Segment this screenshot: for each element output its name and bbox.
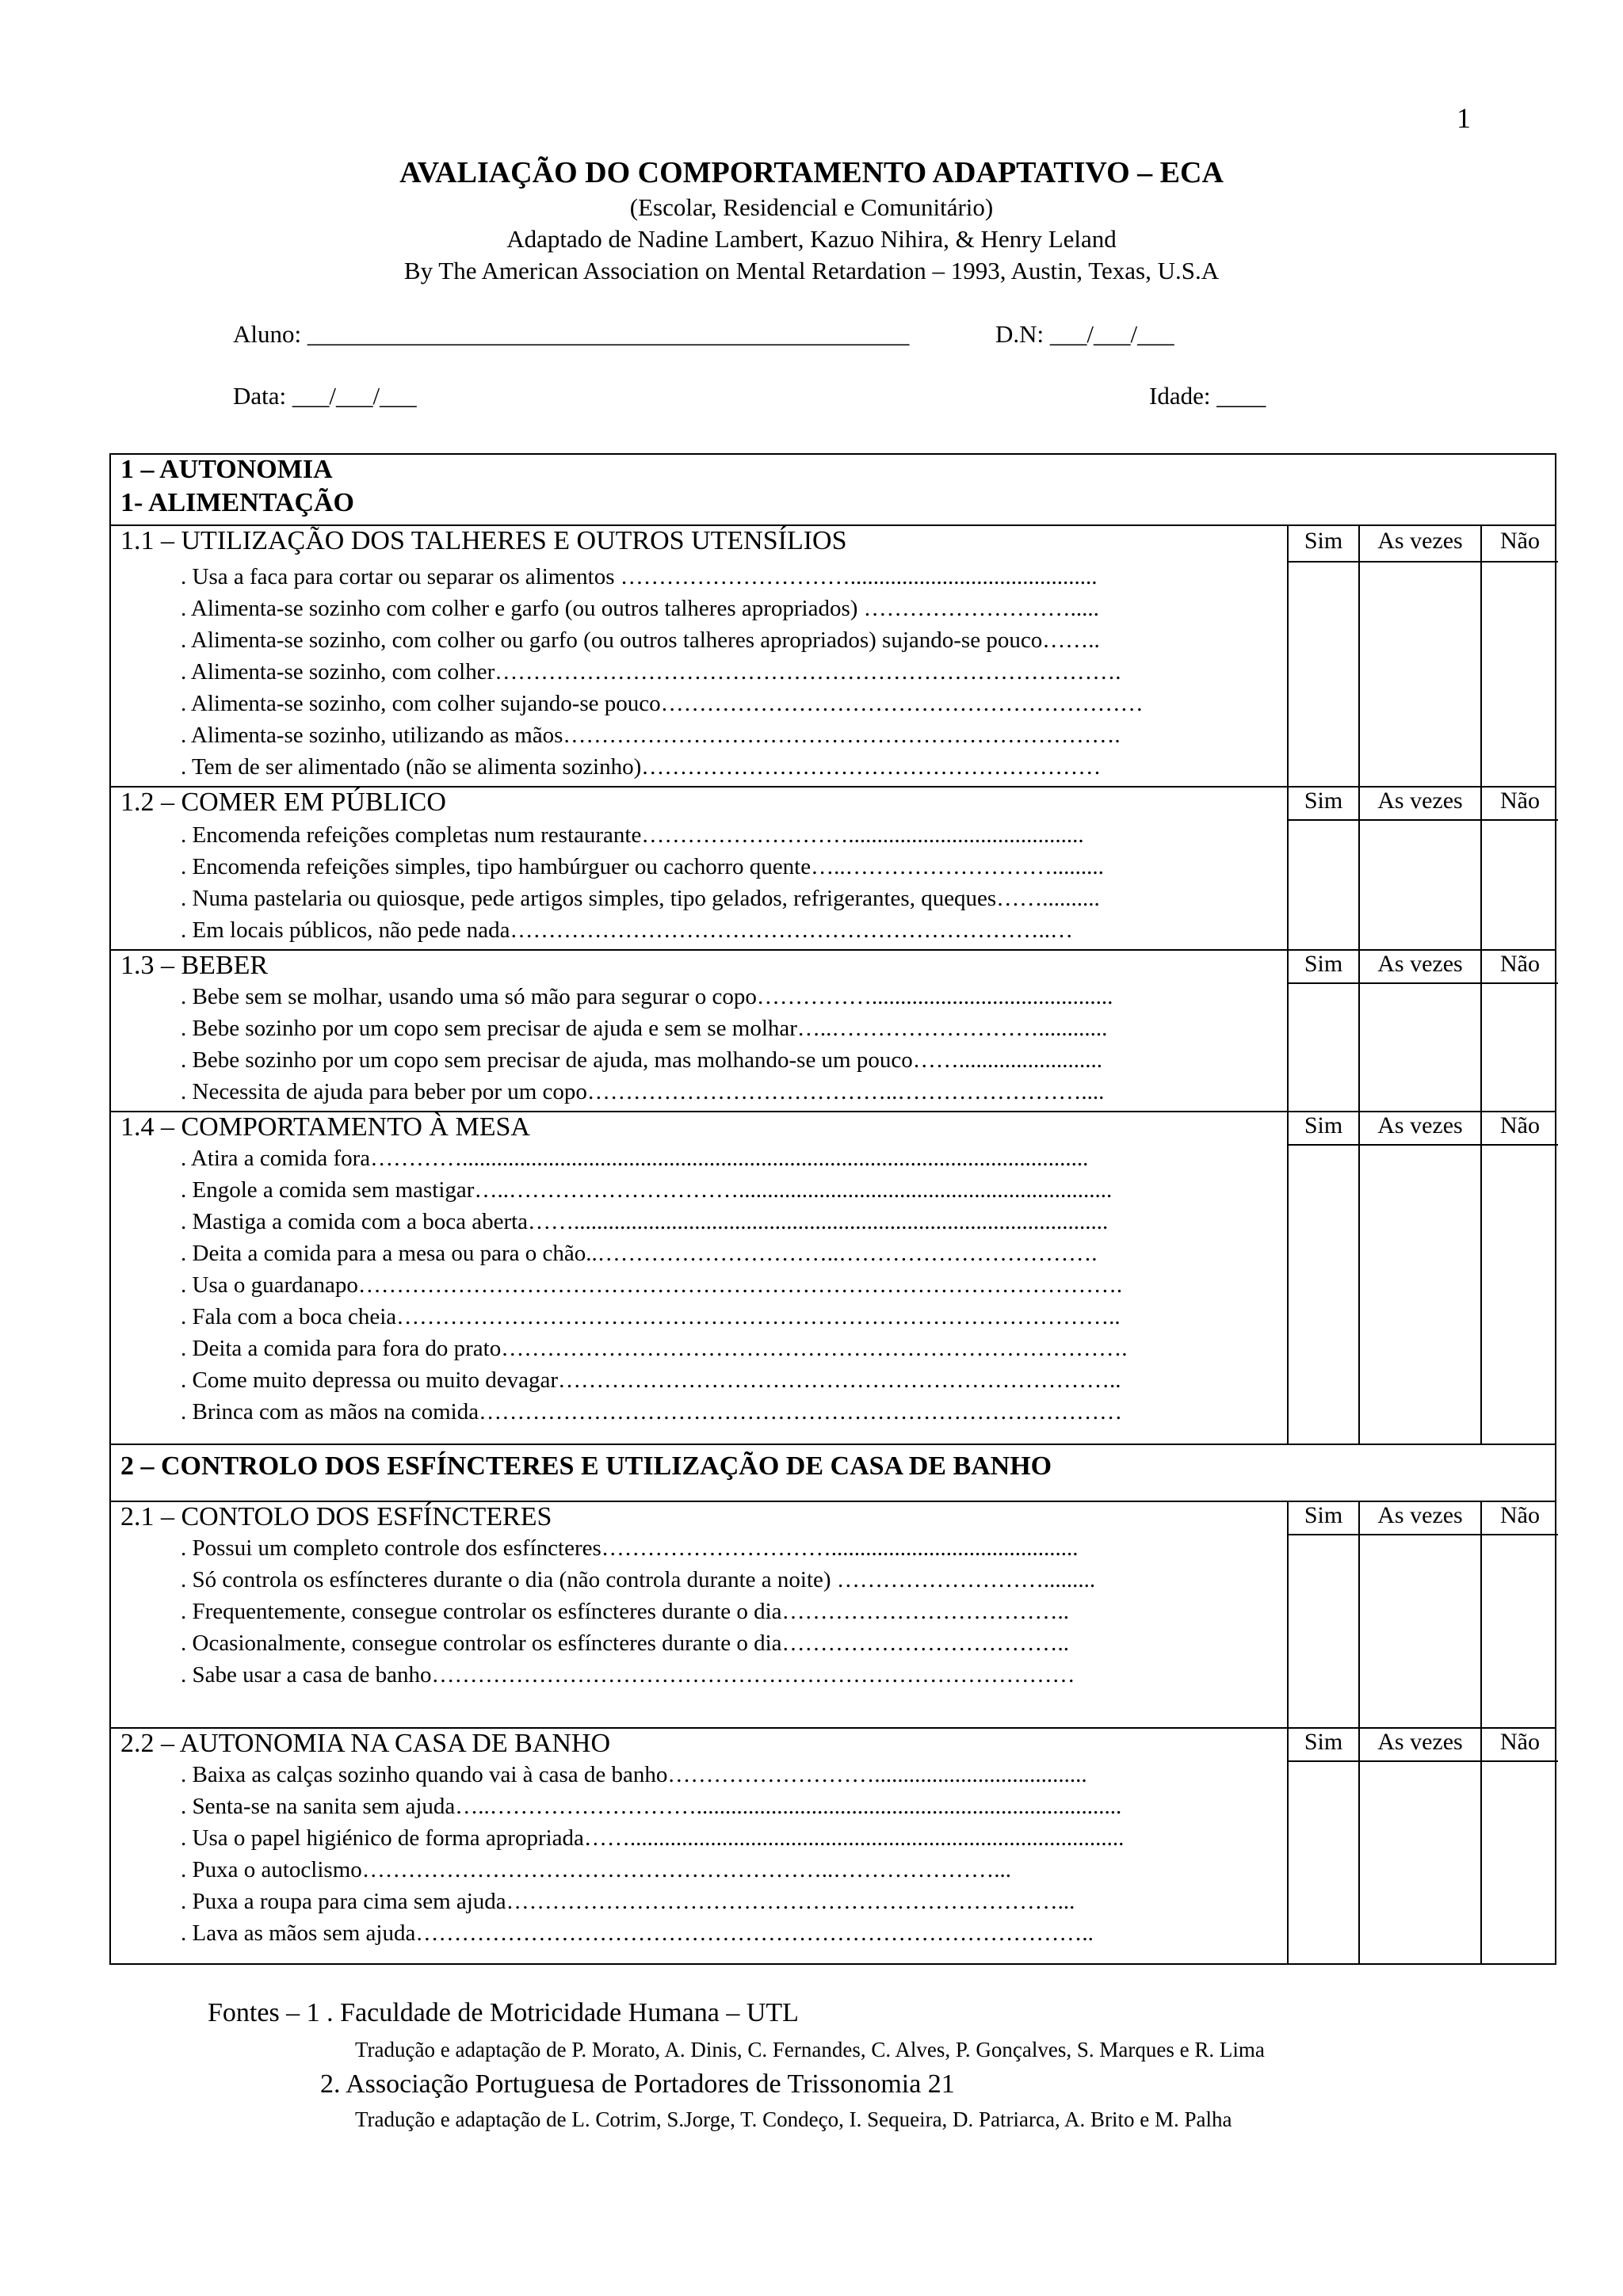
column-divider bbox=[1480, 1727, 1482, 1963]
item: . Encomenda refeições simples, tipo hambúrguer ou cachorro quente…..………………………......... bbox=[181, 854, 1104, 879]
group-2-1-title: 2.1 – CONTOLO DOS ESFÍNCTERES bbox=[120, 1502, 552, 1531]
item: . Engole a comida sem mastigar…..…………………………................................................................. bbox=[181, 1177, 1113, 1203]
column-divider bbox=[1358, 524, 1360, 786]
nao-column-header: Não bbox=[1500, 788, 1540, 814]
sim-column-header: Sim bbox=[1304, 1502, 1343, 1528]
item: . Sabe usar a casa de banho………………………………………………………………………… bbox=[181, 1662, 1075, 1688]
group-2-2-title: 2.2 – AUTONOMIA NA CASA DE BANHO bbox=[120, 1729, 611, 1758]
sim-column-header: Sim bbox=[1304, 1729, 1343, 1755]
item: . Brinca com as mãos na comida………………………………………………………………………… bbox=[181, 1399, 1123, 1425]
column-divider bbox=[1480, 524, 1482, 786]
item: . Alimenta-se sozinho, com colher………………………………………………………………………. bbox=[181, 659, 1121, 685]
data-field[interactable]: Data: ___/___/___ bbox=[233, 382, 417, 410]
item: . Alimenta-se sozinho, utilizando as mãos………………………………………………………………. bbox=[181, 723, 1121, 748]
sim-column-header: Sim bbox=[1304, 528, 1343, 554]
item: . Lava as mãos sem ajuda…………………………………………………………………………….. bbox=[181, 1920, 1094, 1946]
column-header-divider bbox=[1287, 1534, 1558, 1535]
item: . Baixa as calças sozinho quando vai à casa de banho………………………..................................... bbox=[181, 1762, 1087, 1787]
publisher-credit: By The American Association on Mental Retardation – 1993, Austin, Texas, U.S.A bbox=[403, 257, 1220, 284]
item: . Encomenda refeições completas num restaurante………………………......................................... bbox=[181, 822, 1084, 848]
sim-column-header: Sim bbox=[1304, 1112, 1343, 1138]
item: . Alimenta-se sozinho, com colher ou garfo (ou outros talheres apropriados) sujando-se pouco…….. bbox=[181, 627, 1100, 653]
group-1-2-title: 1.2 – COMER EM PÚBLICO bbox=[120, 788, 446, 817]
item: . Bebe sozinho por um copo sem precisar de ajuda e sem se molhar…..………………………............ bbox=[181, 1016, 1108, 1041]
column-divider bbox=[1287, 1111, 1289, 1444]
group-1-1-title: 1.1 – UTILIZAÇÃO DOS TALHERES E OUTROS UTENSÍLIOS bbox=[120, 526, 847, 555]
column-divider bbox=[1358, 1727, 1360, 1963]
sim-column-header: Sim bbox=[1304, 788, 1343, 814]
item: . Em locais públicos, não pede nada……………………………………………………………..… bbox=[181, 917, 1074, 943]
column-header-divider bbox=[1287, 1144, 1558, 1146]
as-vezes-column-header: As vezes bbox=[1377, 1502, 1463, 1528]
item: . Tem de ser alimentado (não se alimenta sozinho)…………………………………………………… bbox=[181, 754, 1102, 780]
column-divider bbox=[1287, 1727, 1289, 1963]
as-vezes-column-header: As vezes bbox=[1377, 951, 1463, 977]
item: . Senta-se na sanita sem ajuda…..……………………….......................................................................... bbox=[181, 1794, 1122, 1819]
nao-column-header: Não bbox=[1500, 951, 1540, 977]
item: . Deita a comida para fora do prato………………………………………………………………………. bbox=[181, 1336, 1128, 1361]
item: . Alimenta-se sozinho com colher e garfo (ou outros talheres apropriados) ………………………..... bbox=[181, 596, 1099, 621]
item: . Fala com a boca cheia………………………………………………………………………………….. bbox=[181, 1304, 1121, 1329]
nao-column-header: Não bbox=[1500, 1502, 1540, 1528]
as-vezes-column-header: As vezes bbox=[1377, 528, 1463, 554]
item: . Puxa a roupa para cima sem ajuda………………………………………………………………... bbox=[181, 1889, 1075, 1914]
item: . Usa a faca para cortar ou separar os alimentos …………………………........................................... bbox=[181, 564, 1098, 589]
item: . Ocasionalmente, consegue controlar os esfíncteres durante o dia……………………………….. bbox=[181, 1630, 1070, 1656]
document-subtitle: (Escolar, Residencial e Comunitário) bbox=[629, 193, 994, 221]
column-header-divider bbox=[1287, 982, 1558, 984]
column-divider bbox=[1358, 1111, 1360, 1444]
column-header-divider bbox=[1287, 561, 1558, 563]
sim-column-header: Sim bbox=[1304, 951, 1343, 977]
as-vezes-column-header: As vezes bbox=[1377, 1112, 1463, 1138]
group-1-3-title: 1.3 – BEBER bbox=[120, 951, 269, 980]
group-1-4-title: 1.4 – COMPORTAMENTO À MESA bbox=[120, 1112, 530, 1142]
item: . Possui um completo controle dos esfíncteres…………………………........................................... bbox=[181, 1535, 1079, 1561]
column-header-divider bbox=[1287, 1760, 1558, 1762]
item: . Numa pastelaria ou quiosque, pede artigos simples, tipo gelados, refrigerantes, queques…….......... bbox=[181, 886, 1100, 911]
item: . Mastiga a comida com a boca aberta……............................................................................................. bbox=[181, 1209, 1109, 1234]
section-1-subtitle: 1- ALIMENTAÇÃO bbox=[120, 488, 354, 517]
item: . Usa o papel higiénico de forma apropriada……...................................................................................... bbox=[181, 1825, 1125, 1851]
column-divider bbox=[1287, 524, 1289, 786]
item: . Atira a comida fora…………............................................................................................................. bbox=[181, 1146, 1089, 1171]
item: . Alimenta-se sozinho, com colher sujando-se pouco……………………………………………………… bbox=[181, 691, 1144, 716]
item: . Necessita de ajuda para beber por um copo…………………………………..…………………….... bbox=[181, 1079, 1105, 1104]
item: . Frequentemente, consegue controlar os esfíncteres durante o dia……………………………….. bbox=[181, 1599, 1070, 1624]
item: . Come muito depressa ou muito devagar……………………………………………………………….. bbox=[181, 1367, 1121, 1393]
item: . Só controla os esfíncteres durante o dia (não controla durante a noite) ………………………......... bbox=[181, 1567, 1096, 1592]
aluno-field[interactable]: Aluno: _________________________________________________ bbox=[233, 320, 910, 348]
divider bbox=[111, 1444, 1555, 1445]
section-1-title: 1 – AUTONOMIA bbox=[120, 455, 333, 484]
dn-field[interactable]: D.N: ___/___/___ bbox=[995, 320, 1174, 348]
source-2-title: 2. Associação Portuguesa de Portadores de Trissonomia 21 bbox=[320, 2069, 955, 2099]
source-2-credits: Tradução e adaptação de L. Cotrim, S.Jorge, T. Condeço, I. Sequeira, D. Patriarca, A. Brito e M. Palha bbox=[355, 2107, 1232, 2131]
nao-column-header: Não bbox=[1500, 1112, 1540, 1138]
item: . Usa o guardanapo………………………………………………………………………………………. bbox=[181, 1272, 1123, 1298]
item: . Bebe sozinho por um copo sem precisar de ajuda, mas molhando-se um pouco……......................... bbox=[181, 1047, 1102, 1073]
assessment-table bbox=[109, 453, 1556, 1965]
document-title: AVALIAÇÃO DO COMPORTAMENTO ADAPTATIVO – ECA bbox=[399, 156, 1224, 189]
section-2-title: 2 – CONTROLO DOS ESFÍNCTERES E UTILIZAÇÃO DE CASA DE BANHO bbox=[120, 1451, 1052, 1481]
nao-column-header: Não bbox=[1500, 1729, 1540, 1755]
adaptation-credit: Adaptado de Nadine Lambert, Kazuo Nihira, & Henry Leland bbox=[506, 225, 1117, 253]
page-number: 1 bbox=[1457, 102, 1471, 134]
sources-label: Fontes – 1 . Faculdade de Motricidade Humana – UTL bbox=[208, 1998, 799, 2027]
idade-field[interactable]: Idade: ____ bbox=[1149, 382, 1266, 410]
source-1-credits: Tradução e adaptação de P. Morato, A. Dinis, C. Fernandes, C. Alves, P. Gonçalves, S. Marques e R. Lima bbox=[355, 2038, 1265, 2061]
as-vezes-column-header: As vezes bbox=[1377, 1729, 1463, 1755]
item: . Puxa o autoclismo……………………………………………………..…………………... bbox=[181, 1857, 1012, 1882]
nao-column-header: Não bbox=[1500, 528, 1540, 554]
as-vezes-column-header: As vezes bbox=[1377, 788, 1463, 814]
column-header-divider bbox=[1287, 819, 1558, 821]
item: . Deita a comida para a mesa ou para o chão..…………………………..……………………………. bbox=[181, 1241, 1098, 1266]
item: . Bebe sem se molhar, usando uma só mão para segurar o copo…………….......................................... bbox=[181, 984, 1113, 1009]
column-divider bbox=[1480, 1111, 1482, 1444]
